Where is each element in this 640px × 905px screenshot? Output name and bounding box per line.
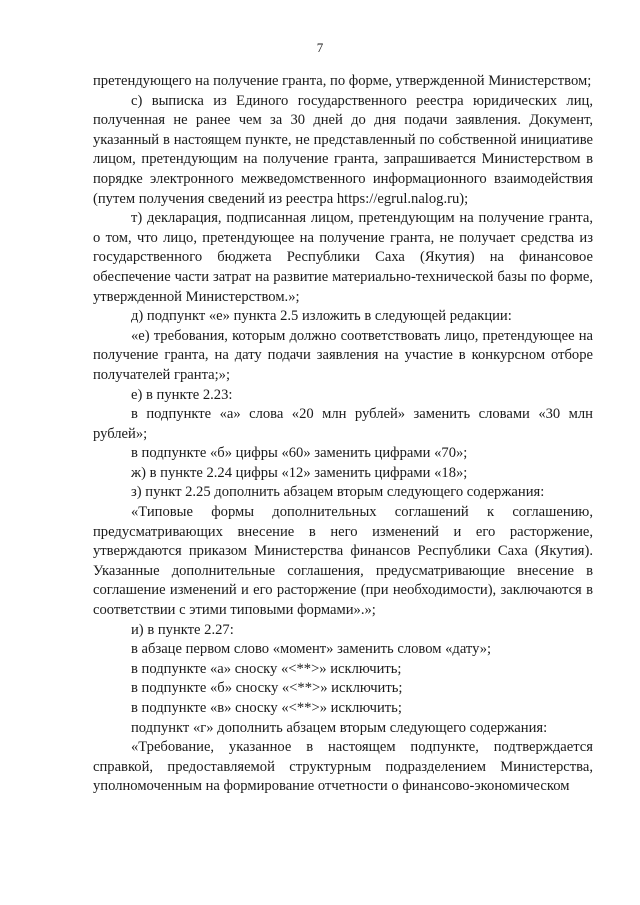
paragraph-item-d: д) подпункт «е» пункта 2.5 изложить в следующей редакции:: [131, 308, 512, 325]
paragraph-subitem-a: в подпункте «а» слова «20 млн рублей» заменить словами «30 млн рублей»;: [93, 406, 593, 442]
paragraph-quote-typical-forms: «Типовые формы дополнительных соглашений к соглашению, предусматривающих внесение в него изменений и его расторжение, утверждаются приказом Министерства финансов Республики Саха (Якутия). Указанные дополнительные соглашения, предусматривающие внесение в соглашение изменений и его расторжение (при необходимости), заключаются в соответствии с этими типовыми формами».»;: [93, 504, 593, 619]
paragraph-item-zh: ж) в пункте 2.24 цифры «12» заменить цифрами «18»;: [131, 464, 468, 481]
paragraph-subitem-g: подпункт «г» дополнить абзацем вторым следующего содержания:: [131, 719, 548, 736]
paragraph-footnote-a: в подпункте «а» сноску «<**>» исключить;: [131, 660, 402, 677]
document-body: [93, 72, 593, 797]
paragraph-footnote-v: в подпункте «в» сноску «<**>» исключить;: [131, 700, 402, 716]
paragraph-subitem-b: в подпункте «б» цифры «60» заменить цифрами «70»;: [131, 445, 468, 462]
paragraph-quote-e: «е) требования, которым должно соответствовать лицо, претендующее на получение гранта, на дату подачи заявления на участие в конкурсном отборе получателей гранта;»;: [93, 327, 593, 383]
paragraph-item-z: з) пункт 2.25 дополнить абзацем вторым следующего содержания:: [131, 484, 545, 501]
paragraph-item-i: и) в пункте 2.27:: [131, 621, 234, 638]
paragraph-continuation: претендующего на получение гранта, по форме, утвержденной Министерством;: [93, 73, 592, 89]
paragraph-footnote-b: в подпункте «б» сноску «<**>» исключить;: [131, 680, 403, 697]
page-number: 7: [316, 40, 324, 55]
paragraph-item-t: т) декларация, подписанная лицом, претендующим на получение гранта, о том, что лицо, претендующее на получение гранта, не получает средства из государственного бюджета Республики Саха (Якутия) на финансовое обеспечение части затрат на развитие материально-технической базы по форме, утвержденной Министерством.»;: [93, 210, 593, 305]
paragraph-first-paragraph-change: в абзаце первом слово «момент» заменить словом «дату»;: [131, 641, 492, 658]
paragraph-item-e: е) в пункте 2.23:: [131, 386, 233, 403]
paragraph-item-s: с) выписка из Единого государственного реестра юридических лиц, полученная не ранее чем за 30 дней до дня подачи заявления. Документ, указанный в настоящем пункте, не представленный по собственной инициативе лицом, претендующим на получение гранта, запрашивается Министерством в порядке электронного межведомственного информационного взаимодействия (путем получения сведений из реестра https://egrul.nalog.ru);: [93, 92, 593, 207]
paragraph-quote-requirement: «Требование, указанное в настоящем подпункте, подтверждается справкой, предоставляемой структурным подразделением Министерства, уполномоченным на формирование отчетности о финансово-экономическом: [93, 739, 593, 795]
